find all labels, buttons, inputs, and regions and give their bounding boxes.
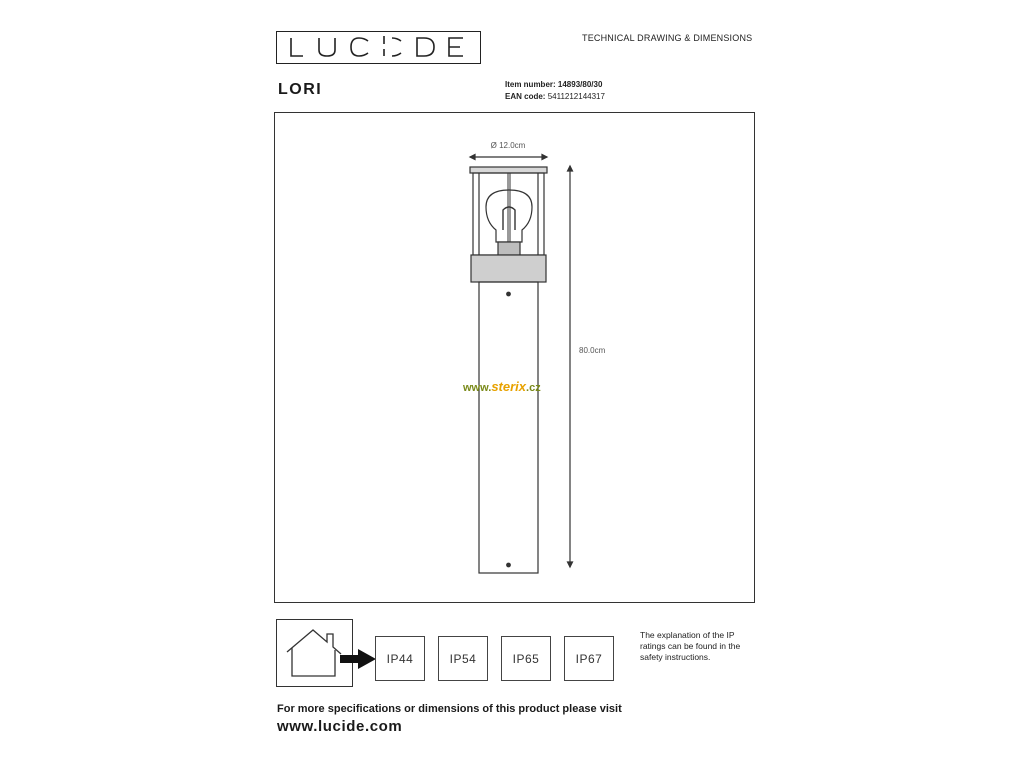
ean-value: 5411212144317 xyxy=(547,92,605,101)
ip-rating-ip65: IP65 xyxy=(501,636,551,681)
width-dimension-line xyxy=(470,155,547,160)
watermark-prefix: www. xyxy=(463,382,492,394)
bollard-lamp-drawing xyxy=(274,112,755,603)
brand-logo xyxy=(276,31,481,64)
more-specs-text: For more specifications or dimensions of this product please visit xyxy=(277,703,622,715)
item-number-label: Item number: xyxy=(505,80,556,89)
item-number-value: 14893/80/30 xyxy=(557,80,603,89)
document-heading: TECHNICAL DRAWING & DIMENSIONS xyxy=(582,33,753,43)
ip-rating-note: The explanation of the IP ratings can be found in the safety instructions. xyxy=(640,630,741,662)
width-dimension-label: Ø 12.0cm xyxy=(490,141,526,150)
ean-code xyxy=(505,92,605,101)
item-number xyxy=(505,80,602,89)
arrow-right-icon xyxy=(338,648,378,670)
product-name: LORI xyxy=(278,81,323,98)
lamp-base-ring xyxy=(471,255,546,282)
height-dimension-line xyxy=(568,166,573,567)
ip-rating-ip54: IP54 xyxy=(438,636,488,681)
ean-label: EAN code: xyxy=(505,92,546,101)
light-bulb xyxy=(486,190,532,242)
watermark-suffix: .cz xyxy=(526,382,541,394)
ip-rating-ip67: IP67 xyxy=(564,636,614,681)
website-link[interactable]: www.lucide.com xyxy=(277,718,403,735)
bollard-post xyxy=(479,282,538,573)
watermark-brand: sterix xyxy=(491,379,527,394)
ip-rating-ip44: IP44 xyxy=(375,636,425,681)
watermark-link[interactable] xyxy=(463,379,541,394)
height-dimension-label: 80.0cm xyxy=(579,346,606,355)
lamp-cap xyxy=(470,167,547,173)
lucide-logo-icon xyxy=(277,32,479,62)
